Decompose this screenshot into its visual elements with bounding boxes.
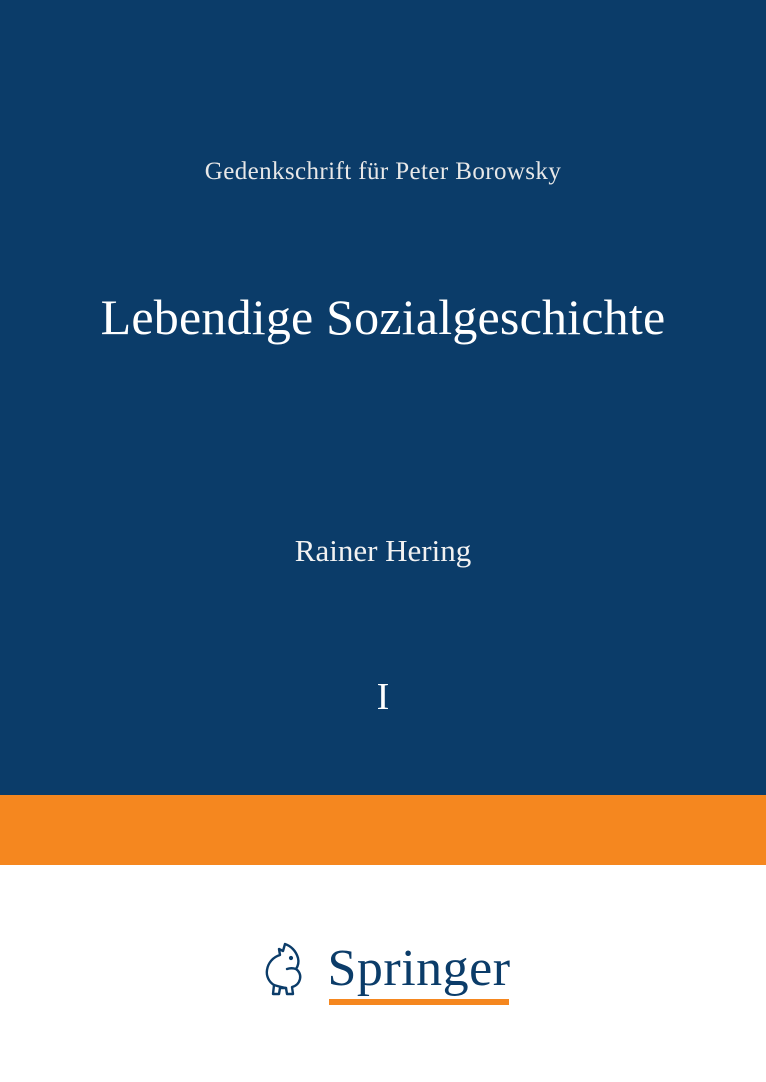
springer-wordmark: Springer [327,943,510,995]
publisher-logo [0,938,766,1000]
page-title: Lebendige Sozialgeschichte [100,289,666,345]
volume-number: I [376,676,390,718]
cover-orange-band [0,795,766,865]
series-line: Gedenkschrift für Peter Borowsky [204,158,562,185]
editor-name: Rainer Hering [294,533,472,568]
springer-horse-icon [255,938,313,1000]
springer-underline [329,999,508,1005]
